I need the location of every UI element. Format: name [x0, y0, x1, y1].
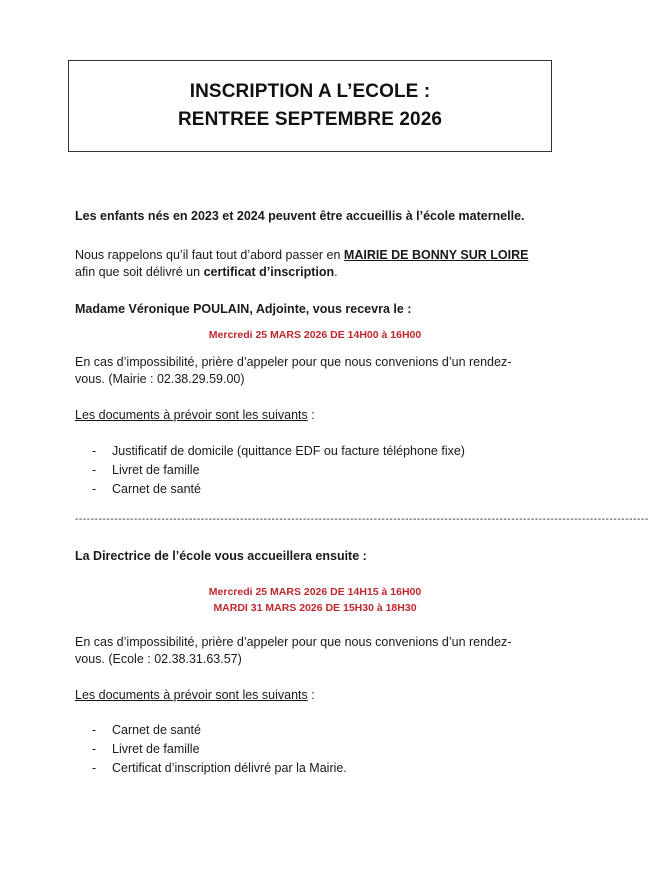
school-date-2: MARDI 31 MARS 2026 DE 15H30 à 18H30 [213, 602, 417, 614]
list-item-text: Livret de famille [112, 463, 200, 477]
list-item-text: Certificat d’inscription délivré par la Mairie. [112, 761, 347, 775]
list-item [75, 740, 555, 759]
list-item [75, 461, 555, 480]
school-documents-list-wrapper [75, 721, 555, 778]
mairie-reminder-line-2 [75, 264, 555, 281]
mairie-heading: Madame Véronique POULAIN, Adjointe, vous recevra le : [75, 302, 412, 316]
school-fallback-line-2: vous. (Ecole : 02.38.31.63.57) [75, 652, 242, 666]
dash-mark: - [92, 761, 97, 775]
school-documents-list [75, 721, 555, 778]
title-box [68, 60, 552, 152]
school-heading: La Directrice de l’école vous accueillera ensuite : [75, 549, 367, 563]
school-documents-heading-colon: : [307, 688, 315, 702]
list-item-text: Livret de famille [112, 742, 200, 756]
list-item [75, 442, 555, 461]
title-line-2: RENTREE SEPTEMBRE 2026 [177, 109, 443, 130]
mairie-documents-heading [75, 407, 555, 424]
mairie-documents-list [75, 442, 555, 499]
list-item-text: Justificatif de domicile (quittance EDF ou facture téléphone fixe) [112, 444, 465, 458]
list-item [75, 759, 555, 778]
mairie-documents-heading-colon: : [307, 408, 315, 422]
mairie-documents-heading-text: Les documents à prévoir sont les suivants [75, 408, 308, 422]
mairie-fallback [75, 354, 555, 388]
school-documents-heading [75, 687, 555, 704]
mairie-fallback-line-2: vous. (Mairie : 02.38.29.59.00) [75, 372, 245, 386]
school-fallback-line-1: En cas d’impossibilité, prière d’appeler pour que nous convenions d’un rendez- [75, 635, 512, 649]
dash-mark: - [92, 444, 97, 458]
list-item-text: Carnet de santé [112, 723, 201, 737]
dash-mark: - [92, 463, 97, 477]
school-date-1: Mercredi 25 MARS 2026 DE 14H15 à 16H00 [208, 586, 422, 598]
title-line-1: INSCRIPTION A L’ECOLE : [189, 81, 431, 102]
mairie-reminder-line2-after: . [334, 265, 338, 279]
mairie-reminder [75, 247, 555, 281]
list-item [75, 721, 555, 740]
school-documents-heading-text: Les documents à prévoir sont les suivants [75, 688, 308, 702]
list-item-text: Carnet de santé [112, 482, 201, 496]
mairie-place: MAIRIE DE BONNY SUR LOIRE [343, 248, 529, 262]
mairie-reminder-before: Nous rappelons qu’il faut tout d’abord passer en [75, 248, 344, 262]
mairie-date: Mercredi 25 MARS 2026 DE 14H00 à 16H00 [208, 329, 422, 341]
certificate-text: certificat d’inscription [203, 265, 335, 279]
mairie-reminder-line2-before: afin que soit délivré un [75, 265, 204, 279]
list-item [75, 480, 555, 499]
mairie-documents-list-wrapper [75, 442, 555, 499]
dash-mark: - [92, 742, 97, 756]
mairie-fallback-line-1: En cas d’impossibilité, prière d’appeler pour que nous convenions d’un rendez- [75, 355, 512, 369]
intro-text: Les enfants nés en 2023 et 2024 peuvent être accueillis à l’école maternelle. [75, 209, 525, 223]
school-fallback [75, 634, 555, 668]
dashed-separator: -------------------------------------------------------------------------------------------------------------------------------------------------- [75, 514, 649, 525]
dash-mark: - [92, 723, 97, 737]
mairie-reminder-line-1 [75, 247, 555, 264]
dash-mark: - [92, 482, 97, 496]
